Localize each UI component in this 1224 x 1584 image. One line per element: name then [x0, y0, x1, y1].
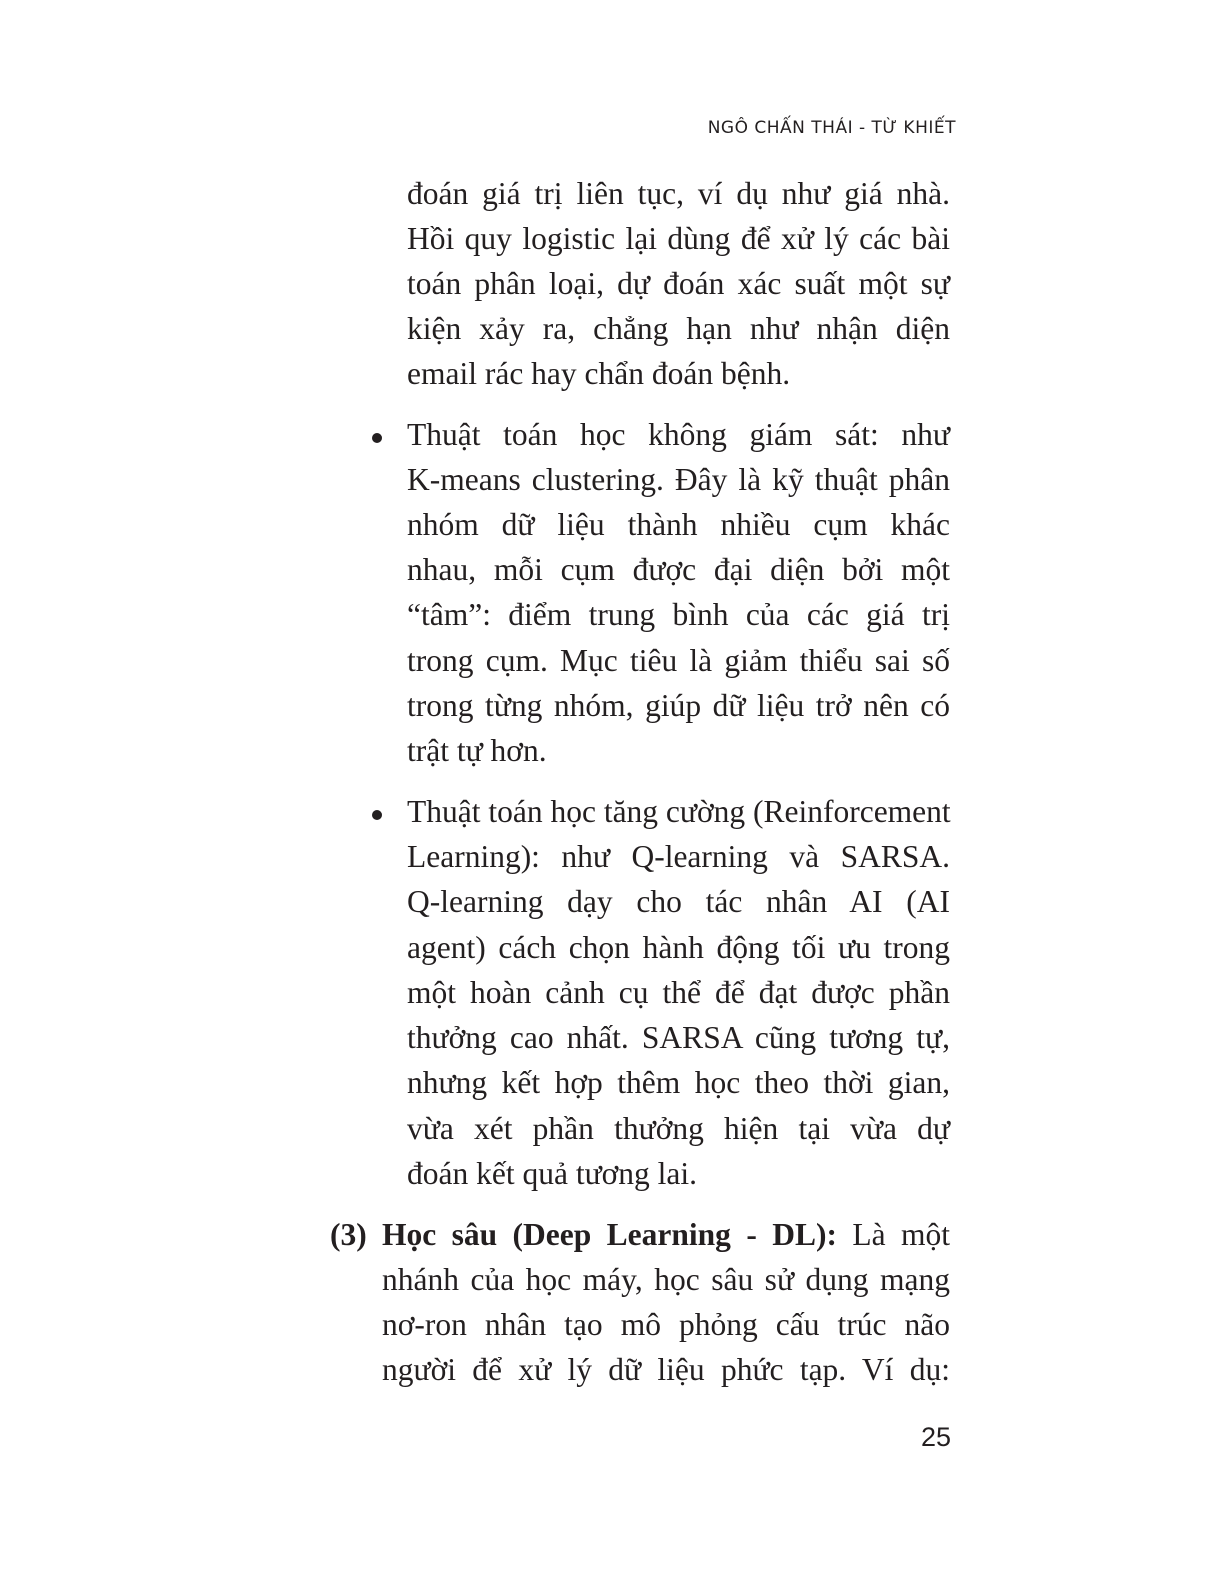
text-line: kiện xảy ra, chẳng hạn như nhận diện — [407, 311, 950, 346]
bullet-dot-icon — [372, 810, 382, 820]
item-number: (3) — [330, 1217, 367, 1252]
text-line: agent) cách chọn hành động tối ưu trong — [407, 930, 950, 965]
text-line: nhánh của học máy, học sâu sử dụng mạng — [382, 1262, 950, 1297]
page-number: 25 — [920, 1422, 951, 1452]
text-line: email rác hay chẩn đoán bệnh. — [407, 356, 791, 391]
text-line: toán phân loại, dự đoán xác suất một sự — [407, 266, 950, 301]
bullet-dot-icon — [372, 433, 382, 443]
text-line — [382, 1215, 950, 1255]
text-line: đoán giá trị liên tục, ví dụ như giá nhà. — [407, 176, 950, 211]
text-line: vừa xét phần thưởng hiện tại vừa dự — [407, 1111, 950, 1146]
text-line: một hoàn cảnh cụ thể để đạt được phần — [407, 975, 950, 1010]
text-line: K-means clustering. Đây là kỹ thuật phân — [407, 462, 950, 497]
text-line: Thuật toán học tăng cường (Reinforcement — [407, 794, 951, 829]
text-line: đoán kết quả tương lai. — [407, 1156, 698, 1191]
text-line: “tâm”: điểm trung bình của các giá trị — [407, 597, 950, 632]
text-line: trong từng nhóm, giúp dữ liệu trở nên có — [407, 688, 950, 723]
text-line: Learning): như Q-learning và SARSA. — [407, 839, 950, 874]
text-line: Hồi quy logistic lại dùng để xử lý các bài — [407, 221, 950, 256]
text-line: Thuật toán học không giám sát: như — [407, 417, 950, 452]
item-first-line-text: Là một — [836, 1217, 950, 1252]
running-header: NGÔ CHẤN THÁI - TỪ KHIẾT — [707, 118, 956, 138]
text-line: nhóm dữ liệu thành nhiều cụm khác — [407, 507, 950, 542]
text-line: trật tự hơn. — [407, 733, 547, 768]
text-line: nhau, mỗi cụm được đại diện bởi một — [407, 552, 950, 587]
text-line: người để xử lý dữ liệu phức tạp. Ví dụ: — [382, 1352, 950, 1387]
text-line: trong cụm. Mục tiêu là giảm thiểu sai số — [407, 643, 950, 678]
text-line: nhưng kết hợp thêm học theo thời gian, — [407, 1065, 950, 1100]
item-heading: Học sâu (Deep Learning - DL): — [382, 1217, 837, 1252]
text-line: Q-learning dạy cho tác nhân AI (AI — [407, 884, 950, 919]
text-line: thưởng cao nhất. SARSA cũng tương tự, — [407, 1020, 950, 1055]
text-line: nơ-ron nhân tạo mô phỏng cấu trúc não — [382, 1307, 950, 1342]
